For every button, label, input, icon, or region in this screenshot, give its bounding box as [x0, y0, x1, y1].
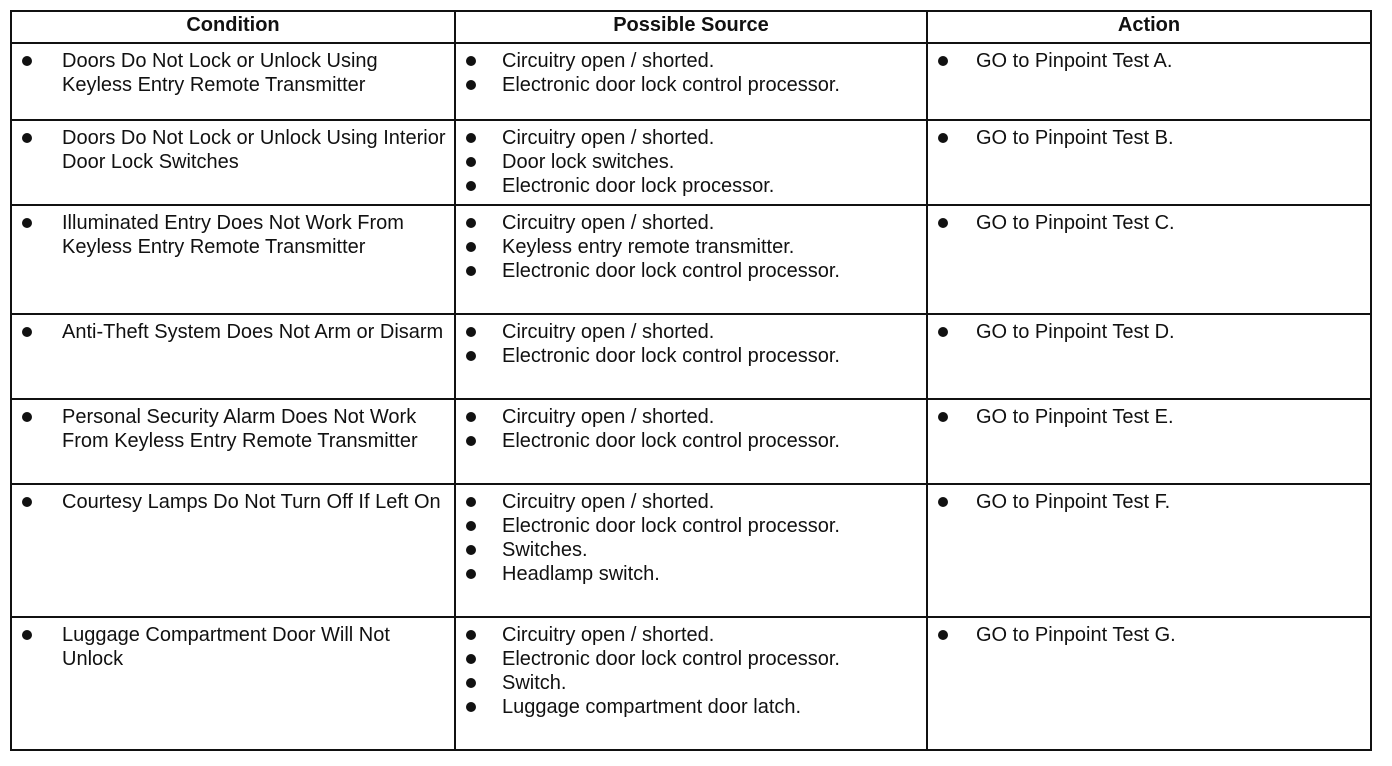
- source-text: Electronic door lock control processor.: [502, 74, 840, 96]
- source-cell: [455, 617, 927, 750]
- action-text: GO to Pinpoint Test B.: [976, 127, 1174, 149]
- source-item: [462, 259, 918, 283]
- bullet-icon: [938, 218, 948, 228]
- table-row: [11, 43, 1371, 120]
- source-item: [462, 320, 918, 344]
- source-item: [462, 150, 918, 174]
- action-item: [934, 405, 1362, 429]
- condition-text: Illuminated Entry Does Not Work From Keyless Entry Remote Transmitter: [62, 212, 404, 258]
- source-item: [462, 623, 918, 647]
- action-text: GO to Pinpoint Test G.: [976, 624, 1176, 646]
- condition-cell: [11, 43, 455, 120]
- table-row: [11, 205, 1371, 314]
- action-item: [934, 320, 1362, 344]
- source-item: [462, 514, 918, 538]
- source-item: [462, 562, 918, 586]
- bullet-icon: [938, 133, 948, 143]
- action-item: [934, 49, 1362, 73]
- bullet-icon: [466, 327, 476, 337]
- source-item: [462, 344, 918, 368]
- source-text: Electronic door lock control processor.: [502, 260, 840, 282]
- source-text: Circuitry open / shorted.: [502, 212, 715, 234]
- bullet-icon: [938, 630, 948, 640]
- source-text: Switches.: [502, 539, 588, 561]
- possible-source-header: Possible Source: [455, 11, 927, 43]
- source-item: [462, 490, 918, 514]
- bullet-icon: [466, 412, 476, 422]
- condition-item: [18, 490, 446, 514]
- bullet-icon: [938, 497, 948, 507]
- bullet-icon: [22, 133, 32, 143]
- source-item: [462, 174, 918, 198]
- source-text: Circuitry open / shorted.: [502, 406, 715, 428]
- action-item: [934, 623, 1362, 647]
- source-item: [462, 73, 918, 97]
- source-cell: [455, 43, 927, 120]
- action-item: [934, 490, 1362, 514]
- condition-item: [18, 405, 446, 453]
- source-text: Switch.: [502, 672, 567, 694]
- bullet-icon: [466, 654, 476, 664]
- bullet-icon: [22, 218, 32, 228]
- source-text: Circuitry open / shorted.: [502, 50, 715, 72]
- source-cell: [455, 399, 927, 484]
- bullet-icon: [466, 630, 476, 640]
- bullet-icon: [938, 56, 948, 66]
- source-item: [462, 49, 918, 73]
- condition-cell: [11, 314, 455, 399]
- bullet-icon: [466, 181, 476, 191]
- source-item: [462, 647, 918, 671]
- source-item: [462, 429, 918, 453]
- source-item: [462, 126, 918, 150]
- source-item: [462, 405, 918, 429]
- source-item: [462, 211, 918, 235]
- source-cell: [455, 120, 927, 205]
- source-text: Electronic door lock control processor.: [502, 515, 840, 537]
- condition-cell: [11, 484, 455, 617]
- condition-text: Courtesy Lamps Do Not Turn Off If Left On: [62, 491, 441, 513]
- bullet-icon: [466, 242, 476, 252]
- bullet-icon: [22, 630, 32, 640]
- bullet-icon: [466, 678, 476, 688]
- condition-item: [18, 320, 446, 344]
- condition-header: Condition: [11, 11, 455, 43]
- action-cell: [927, 484, 1371, 617]
- action-text: GO to Pinpoint Test F.: [976, 491, 1171, 513]
- source-text: Electronic door lock processor.: [502, 175, 775, 197]
- table-row: [11, 484, 1371, 617]
- action-text: GO to Pinpoint Test D.: [976, 321, 1175, 343]
- source-item: [462, 671, 918, 695]
- action-text: GO to Pinpoint Test C.: [976, 212, 1175, 234]
- action-text: GO to Pinpoint Test A.: [976, 50, 1173, 72]
- source-text: Electronic door lock control processor.: [502, 648, 840, 670]
- source-text: Headlamp switch.: [502, 563, 660, 585]
- action-cell: [927, 314, 1371, 399]
- source-cell: [455, 484, 927, 617]
- condition-cell: [11, 205, 455, 314]
- bullet-icon: [466, 521, 476, 531]
- bullet-icon: [466, 80, 476, 90]
- table-row: [11, 399, 1371, 484]
- bullet-icon: [22, 327, 32, 337]
- action-header: Action: [927, 11, 1371, 43]
- condition-cell: [11, 120, 455, 205]
- condition-item: [18, 623, 446, 671]
- table-row: [11, 617, 1371, 750]
- bullet-icon: [938, 327, 948, 337]
- source-text: Electronic door lock control processor.: [502, 345, 840, 367]
- condition-item: [18, 49, 446, 97]
- table-row: [11, 314, 1371, 399]
- action-cell: [927, 120, 1371, 205]
- source-cell: [455, 314, 927, 399]
- bullet-icon: [466, 133, 476, 143]
- action-cell: [927, 43, 1371, 120]
- diagnosis-table-page: [10, 10, 1370, 751]
- source-item: [462, 695, 918, 719]
- condition-item: [18, 126, 446, 174]
- condition-text: Doors Do Not Lock or Unlock Using Interior Door Lock Switches: [62, 127, 446, 173]
- source-item: [462, 235, 918, 259]
- condition-item: [18, 211, 446, 259]
- source-text: Circuitry open / shorted.: [502, 491, 715, 513]
- condition-text: Doors Do Not Lock or Unlock Using Keyless Entry Remote Transmitter: [62, 50, 378, 96]
- condition-text: Personal Security Alarm Does Not Work From Keyless Entry Remote Transmitter: [62, 406, 418, 452]
- source-text: Circuitry open / shorted.: [502, 321, 715, 343]
- action-cell: [927, 617, 1371, 750]
- header-row: [11, 11, 1371, 43]
- bullet-icon: [466, 157, 476, 167]
- bullet-icon: [22, 412, 32, 422]
- source-item: [462, 538, 918, 562]
- source-cell: [455, 205, 927, 314]
- source-text: Luggage compartment door latch.: [502, 696, 802, 718]
- bullet-icon: [938, 412, 948, 422]
- source-text: Circuitry open / shorted.: [502, 624, 715, 646]
- action-item: [934, 126, 1362, 150]
- bullet-icon: [466, 351, 476, 361]
- bullet-icon: [466, 569, 476, 579]
- bullet-icon: [466, 218, 476, 228]
- source-text: Electronic door lock control processor.: [502, 430, 840, 452]
- action-item: [934, 211, 1362, 235]
- condition-cell: [11, 399, 455, 484]
- symptom-chart-table: [10, 10, 1372, 751]
- bullet-icon: [466, 497, 476, 507]
- bullet-icon: [466, 702, 476, 712]
- action-cell: [927, 205, 1371, 314]
- bullet-icon: [466, 266, 476, 276]
- bullet-icon: [466, 545, 476, 555]
- bullet-icon: [22, 497, 32, 507]
- condition-cell: [11, 617, 455, 750]
- source-text: Door lock switches.: [502, 151, 675, 173]
- bullet-icon: [22, 56, 32, 66]
- action-text: GO to Pinpoint Test E.: [976, 406, 1174, 428]
- source-text: Circuitry open / shorted.: [502, 127, 715, 149]
- condition-text: Anti-Theft System Does Not Arm or Disarm: [62, 321, 444, 343]
- bullet-icon: [466, 436, 476, 446]
- condition-text: Luggage Compartment Door Will Not Unlock: [62, 624, 390, 670]
- source-text: Keyless entry remote transmitter.: [502, 236, 795, 258]
- bullet-icon: [466, 56, 476, 66]
- action-cell: [927, 399, 1371, 484]
- table-row: [11, 120, 1371, 205]
